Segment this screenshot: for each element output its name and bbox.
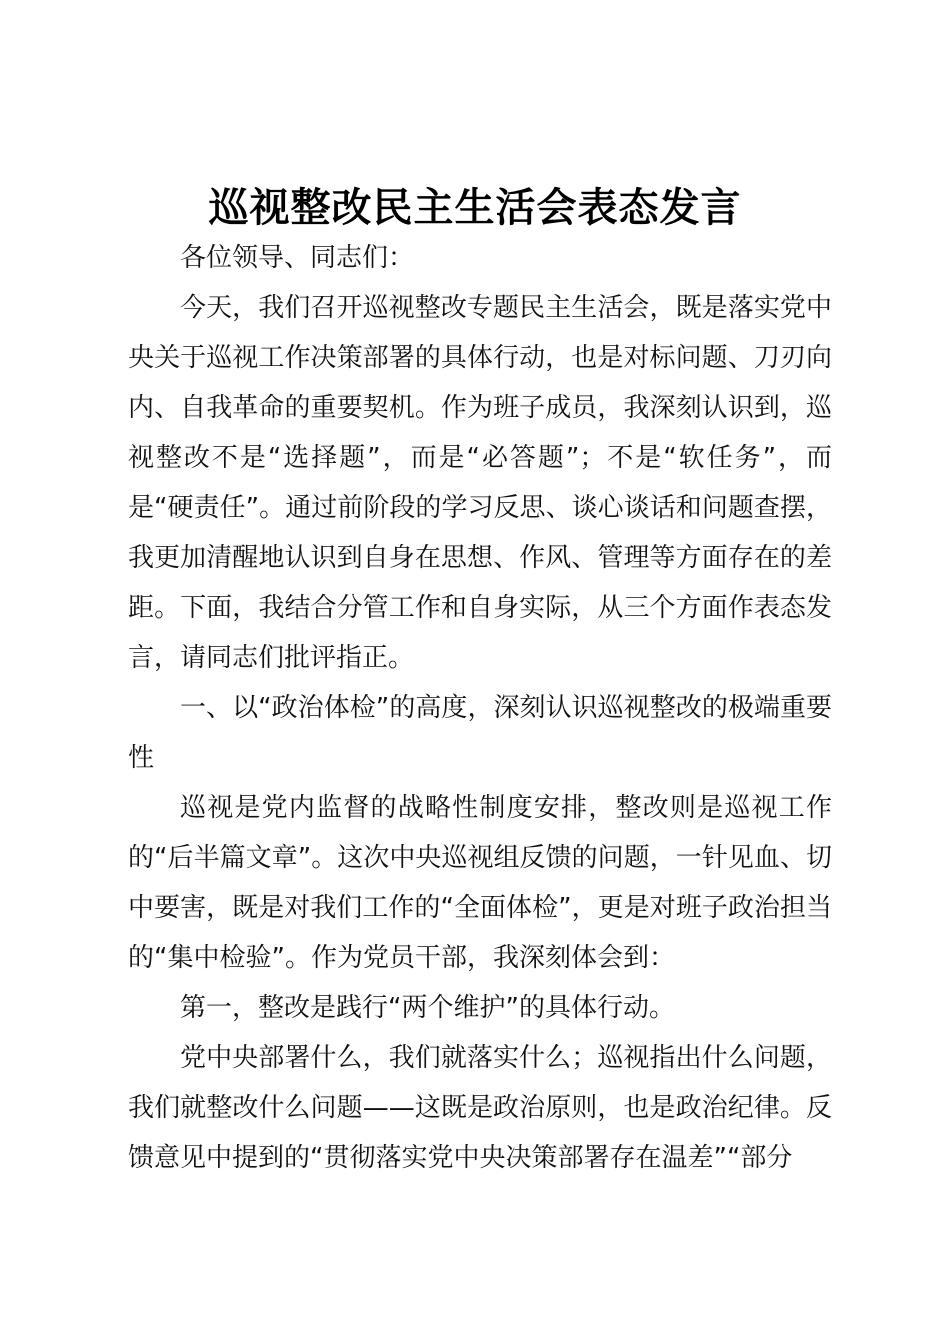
section-paragraph: 巡视是党内监督的战略性制度安排，整改则是巡视工作的“后半篇文章”。这次中央巡视组反馈的问题，一针见血、切中要害，既是对我们工作的“全面体检”，更是对班子政治担当的“集中检验”。作为党员干部，我深刻体会到： <box>128 793 832 973</box>
document-body <box>128 233 832 1183</box>
section-heading: 一、以“政治体检”的高度，深刻认识巡视整改的极端重要性 <box>128 693 832 773</box>
salutation: 各位领导、同志们： <box>180 243 415 273</box>
document-title: 巡视整改民主生活会表态发言 <box>208 185 742 231</box>
intro-paragraph: 今天，我们召开巡视整改专题民主生活会，既是落实党中央关于巡视工作决策部署的具体行动，也是对标问题、刀刃向内、自我革命的重要契机。作为班子成员，我深刻认识到，巡视整改不是“选择题”，而是“必答题”；不是“软任务”，而是“硬责任”。通过前阶段的学习反思、谈心谈话和问题查摆，我更加清醒地认识到自身在思想、作风、管理等方面存在的差距。下面，我结合分管工作和自身实际，从三个方面作表态发言，请同志们批评指正。 <box>128 293 832 673</box>
point-one-paragraph: 党中央部署什么，我们就落实什么；巡视指出什么问题，我们就整改什么问题——这既是政治原则，也是政治纪律。反馈意见中提到的“贯彻落实党中央决策部署存在温差”“部分 <box>128 1043 832 1173</box>
point-one: 第一，整改是践行“两个维护”的具体行动。 <box>180 993 675 1023</box>
